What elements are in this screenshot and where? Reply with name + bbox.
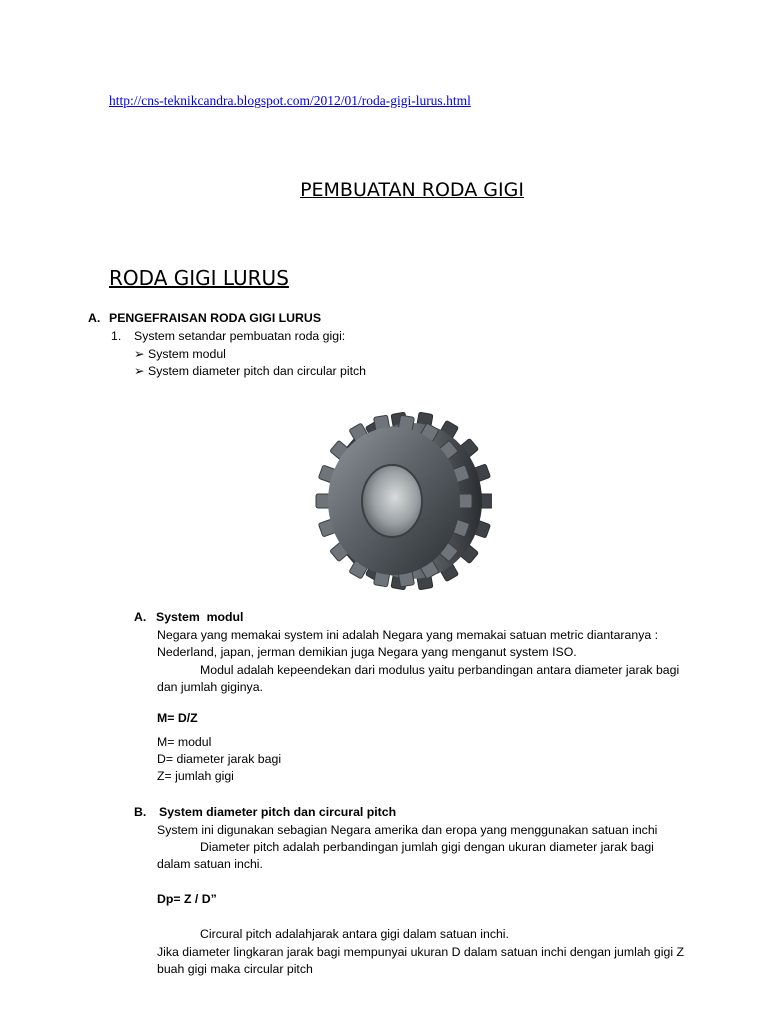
- pitch-paragraph: dalam satuan inchi.: [157, 857, 263, 871]
- modul-formula: M= D/Z: [157, 711, 198, 725]
- section-title: RODA GIGI LURUS: [109, 266, 289, 290]
- gear-bore: [362, 465, 422, 537]
- gear-tooth: [316, 494, 330, 508]
- modul-paragraph: Modul adalah kepeendekan dari modulus yaitu perbandingan antara diameter jarak bagi: [200, 663, 680, 677]
- pitch-paragraph: Diameter pitch adalah perbandingan jumlah gigi dengan ukuran diameter jarak bagi: [200, 840, 654, 854]
- pitch-marker: B.: [134, 805, 147, 819]
- modul-paragraph: dan jumlah giginya.: [157, 680, 263, 694]
- bullet-item: System modul: [148, 347, 226, 361]
- bullet-arrow-icon: ➢: [134, 347, 145, 361]
- modul-definition: Z= jumlah gigi: [157, 769, 234, 783]
- bullet-item: System diameter pitch dan circular pitch: [148, 364, 367, 378]
- pitch-formula: Dp= Z / D”: [157, 892, 217, 906]
- pitch-heading: System diameter pitch dan circural pitch: [159, 805, 397, 819]
- pitch-paragraph: buah gigi maka circular pitch: [157, 962, 313, 976]
- section-a-heading: PENGEFRAISAN RODA GIGI LURUS: [109, 311, 322, 325]
- page-title: PEMBUATAN RODA GIGI: [300, 179, 524, 201]
- modul-definition: D= diameter jarak bagi: [157, 752, 282, 766]
- modul-marker: A.: [134, 610, 147, 624]
- modul-paragraph: Nederland, japan, jerman demikian juga Negara yang menganut system ISO.: [157, 645, 577, 659]
- source-link[interactable]: http://cns-teknikcandra.blogspot.com/2012/01/roda-gigi-lurus.html: [109, 93, 471, 108]
- modul-definition: M= modul: [157, 735, 212, 749]
- pitch-paragraph: Jika diameter lingkaran jarak bagi mempunyai ukuran D dalam satuan inchi dengan jumlah gigi Z: [157, 945, 685, 959]
- modul-heading: System modul: [156, 610, 244, 624]
- section-a-marker: A.: [88, 311, 101, 325]
- gear-tooth: [458, 494, 472, 508]
- pitch-paragraph: Circural pitch adalahjarak antara gigi dalam satuan inchi.: [200, 927, 509, 941]
- item-1-text: System setandar pembuatan roda gigi:: [134, 329, 346, 343]
- bullet-arrow-icon: ➢: [134, 364, 145, 378]
- spur-gear-image: [312, 406, 492, 591]
- modul-paragraph: Negara yang memakai system ini adalah Negara yang memakai satuan metric diantaranya :: [157, 628, 659, 642]
- item-1-number: 1.: [111, 329, 122, 343]
- pitch-paragraph: System ini digunakan sebagian Negara amerika dan eropa yang menggunakan satuan inchi: [157, 823, 658, 837]
